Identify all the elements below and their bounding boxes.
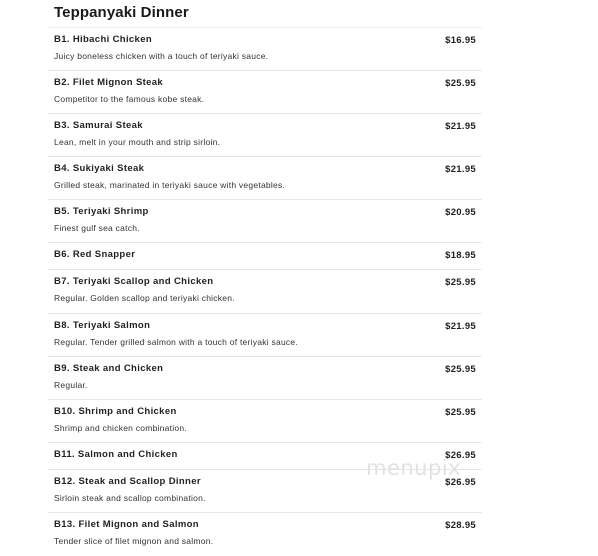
menu-item-description: Juicy boneless chicken with a touch of teriyaki sauce. [54,51,269,61]
menu-item[interactable] [48,27,482,70]
menu-item-price: $21.95 [445,164,476,175]
menu-item[interactable] [48,113,482,156]
menu-list [48,27,482,552]
menu-item[interactable] [48,512,482,552]
menu-item-price: $26.95 [445,477,476,488]
menu-item-description: Regular. [54,380,88,390]
menu-item-name: B1. Hibachi Chicken [54,34,152,45]
menu-item-name: B7. Teriyaki Scallop and Chicken [54,276,214,287]
page-title: Teppanyaki Dinner [54,4,189,21]
menu-item[interactable] [48,442,482,469]
menu-item[interactable] [48,199,482,242]
menu-item-name: B6. Red Snapper [54,249,136,260]
menu-item[interactable] [48,269,482,313]
menu-item[interactable] [48,313,482,356]
menupix-watermark: menupix [366,456,462,480]
menu-item-name: B4. Sukiyaki Steak [54,163,145,174]
menu-item-price: $25.95 [445,277,476,288]
menu-item-name: B12. Steak and Scallop Dinner [54,476,201,487]
menu-item-price: $21.95 [445,121,476,132]
menu-item-name: B2. Filet Mignon Steak [54,77,164,88]
menu-item[interactable] [48,242,482,269]
menu-item-description: Finest gulf sea catch. [54,223,140,233]
menu-item-description: Tender slice of filet mignon and salmon. [54,536,214,546]
menu-item-price: $18.95 [445,250,476,261]
menu-item[interactable] [48,356,482,399]
menu-item-description: Regular. Golden scallop and teriyaki chicken. [54,293,235,303]
menu-item-description: Shrimp and chicken combination. [54,423,187,433]
menu-item-price: $20.95 [445,207,476,218]
menu-item-name: B9. Steak and Chicken [54,363,164,374]
menu-item-name: B5. Teriyaki Shrimp [54,206,149,217]
menu-item-name: B10. Shrimp and Chicken [54,406,177,417]
menu-item-price: $28.95 [445,520,476,531]
menu-item[interactable] [48,399,482,442]
menu-item-description: Sirloin steak and scallop combination. [54,493,206,503]
menu-item-name: B8. Teriyaki Salmon [54,320,151,331]
menu-item-name: B3. Samurai Steak [54,120,143,131]
menu-item[interactable] [48,70,482,113]
menu-item-price: $25.95 [445,78,476,89]
menu-item-description: Regular. Tender grilled salmon with a touch of teriyaki sauce. [54,337,299,347]
menu-item-price: $26.95 [445,450,476,461]
menu-item[interactable] [48,469,482,512]
menu-item-price: $25.95 [445,407,476,418]
menu-item-name: B11. Salmon and Chicken [54,449,178,460]
menu-item-price: $21.95 [445,321,476,332]
menu-item-description: Competitor to the famous kobe steak. [54,94,205,104]
menu-item[interactable] [48,156,482,199]
menu-item-description: Grilled steak, marinated in teriyaki sauce with vegetables. [54,180,286,190]
menu-item-name: B13. Filet Mignon and Salmon [54,519,199,530]
menu-item-price: $25.95 [445,364,476,375]
menu-item-price: $16.95 [445,35,476,46]
menu-item-description: Lean, melt in your mouth and strip sirloin. [54,137,221,147]
